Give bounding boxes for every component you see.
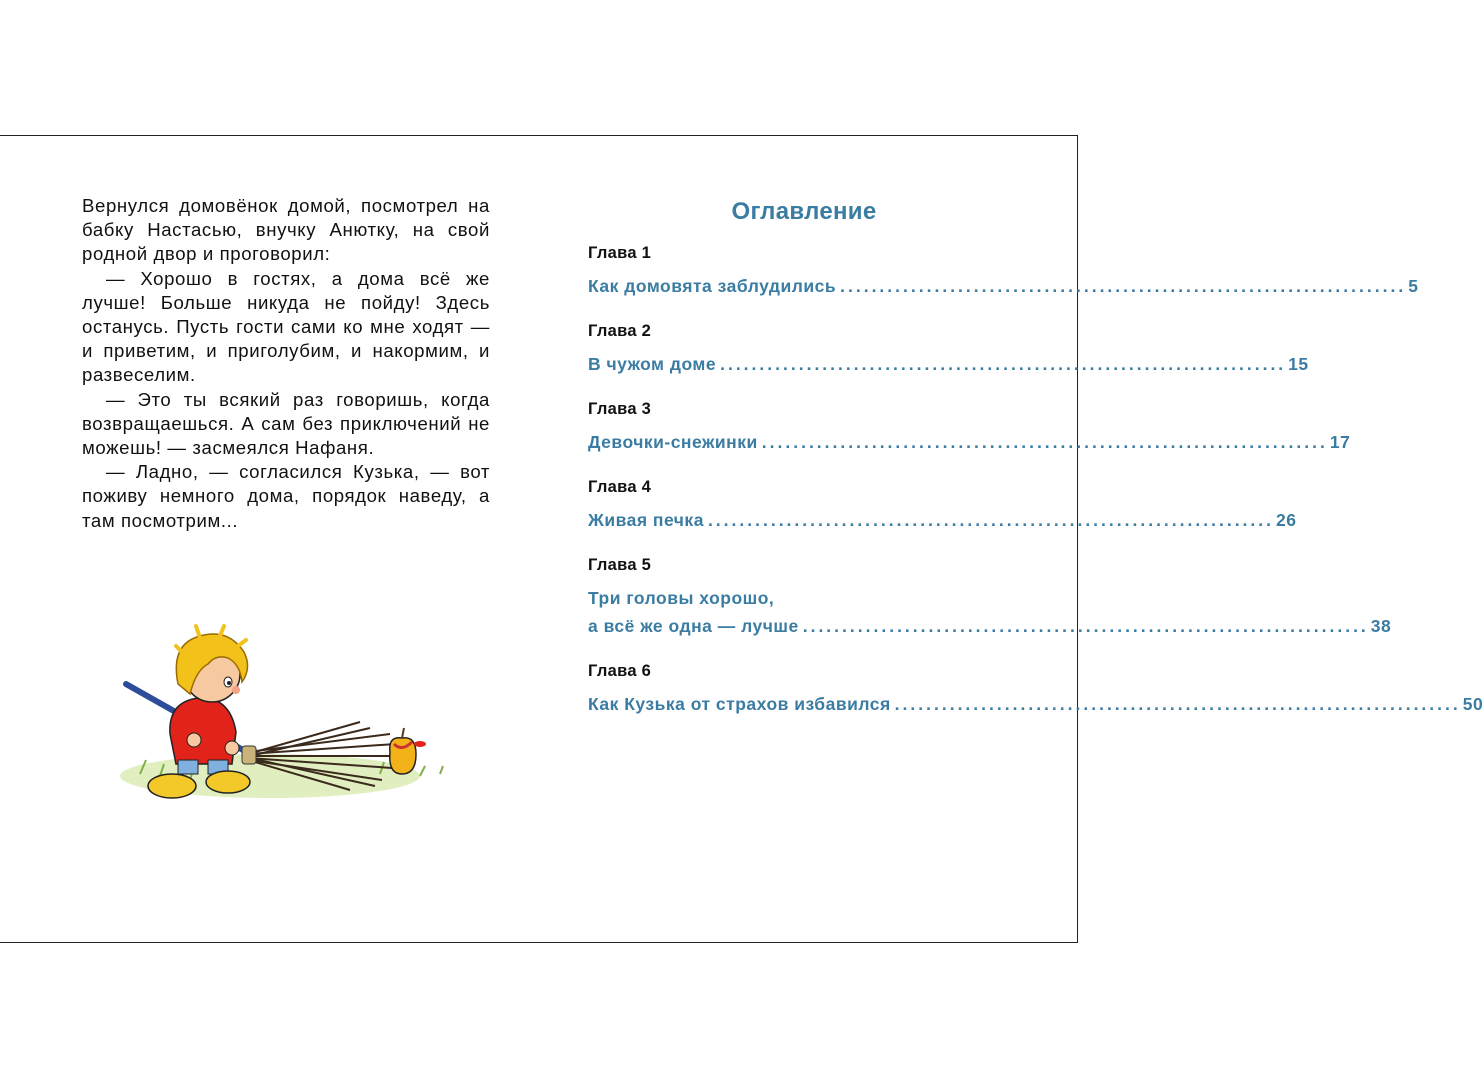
toc-entry[interactable]: [588, 662, 1483, 718]
toc-entry[interactable]: [588, 244, 1419, 300]
page-number: 15: [1288, 354, 1309, 374]
chapter-label: Глава 3: [588, 400, 652, 418]
paragraph: — Это ты всякий раз говоришь, когда возвращаешься. А сам без приключений не можешь! — засмеялся Нафаня.: [82, 388, 490, 459]
chapter-label: Глава 1: [588, 244, 652, 262]
page-number: 38: [1370, 616, 1392, 636]
chapter-title: Живая печка: [588, 510, 704, 530]
paragraph: Вернулся домовёнок домой, посмотрел на бабку Настасью, внучку Анютку, на свой родной двор и проговорил:: [82, 195, 490, 265]
chapter-label: Глава 4: [588, 478, 652, 496]
book-spread: [0, 135, 1483, 943]
toc-entry[interactable]: [588, 556, 1392, 640]
chapter-line: [588, 506, 1297, 534]
leader-dots: ........................................................................: [802, 616, 1369, 636]
toc-entry[interactable]: [588, 322, 1309, 378]
chapter-line: [588, 272, 1419, 300]
chapter-line: [588, 350, 1309, 378]
leader-dots: ........................................................................: [720, 354, 1287, 374]
toc-title: Оглавление: [731, 198, 877, 225]
toc-entry[interactable]: [588, 400, 1351, 456]
paragraph: — Ладно, — согласился Кузька, — вот поживу немного дома, порядок наведу, а там посмотрим...: [82, 461, 490, 531]
leader-dots: ........................................................................: [894, 694, 1461, 714]
page-number: 17: [1329, 432, 1351, 452]
leader-dots: ........................................................................: [707, 510, 1275, 530]
boy-sweeping-illustration: [120, 624, 460, 804]
chapter-line: [588, 612, 1392, 640]
toc-entry[interactable]: [588, 478, 1297, 534]
page-number: 5: [1408, 276, 1419, 296]
page-number: 26: [1276, 510, 1297, 530]
chapter-title: В чужом доме: [588, 354, 717, 374]
chapter-title: Девочки-снежинки: [588, 432, 758, 452]
chapter-label: Глава 2: [588, 322, 652, 340]
table-of-contents: [588, 194, 1483, 740]
chapter-line: [588, 690, 1483, 718]
paragraph: — Хорошо в гостях, а дома всё же лучше! Больше никуда не пойду! Здесь останусь. Пусть гости сами ко мне ходят — и приветим, и приголубим, и накормим, и развеселим.: [82, 267, 490, 386]
chapter-label: Глава 6: [588, 662, 652, 680]
chapter-title: а всё же одна — лучше: [588, 616, 799, 636]
chapter-title: Как Кузька от страхов избавился: [588, 694, 891, 714]
chapter-label: Глава 5: [588, 556, 652, 574]
chapter-title: Как домовята заблудились: [588, 276, 837, 296]
chapter-title-first-line: Три головы хорошо,: [588, 588, 775, 608]
leader-dots: ........................................................................: [840, 276, 1407, 296]
page-number: 50: [1462, 694, 1483, 714]
left-page-text: [82, 194, 490, 533]
chapter-line: [588, 428, 1351, 456]
leader-dots: ........................................................................: [761, 432, 1328, 452]
